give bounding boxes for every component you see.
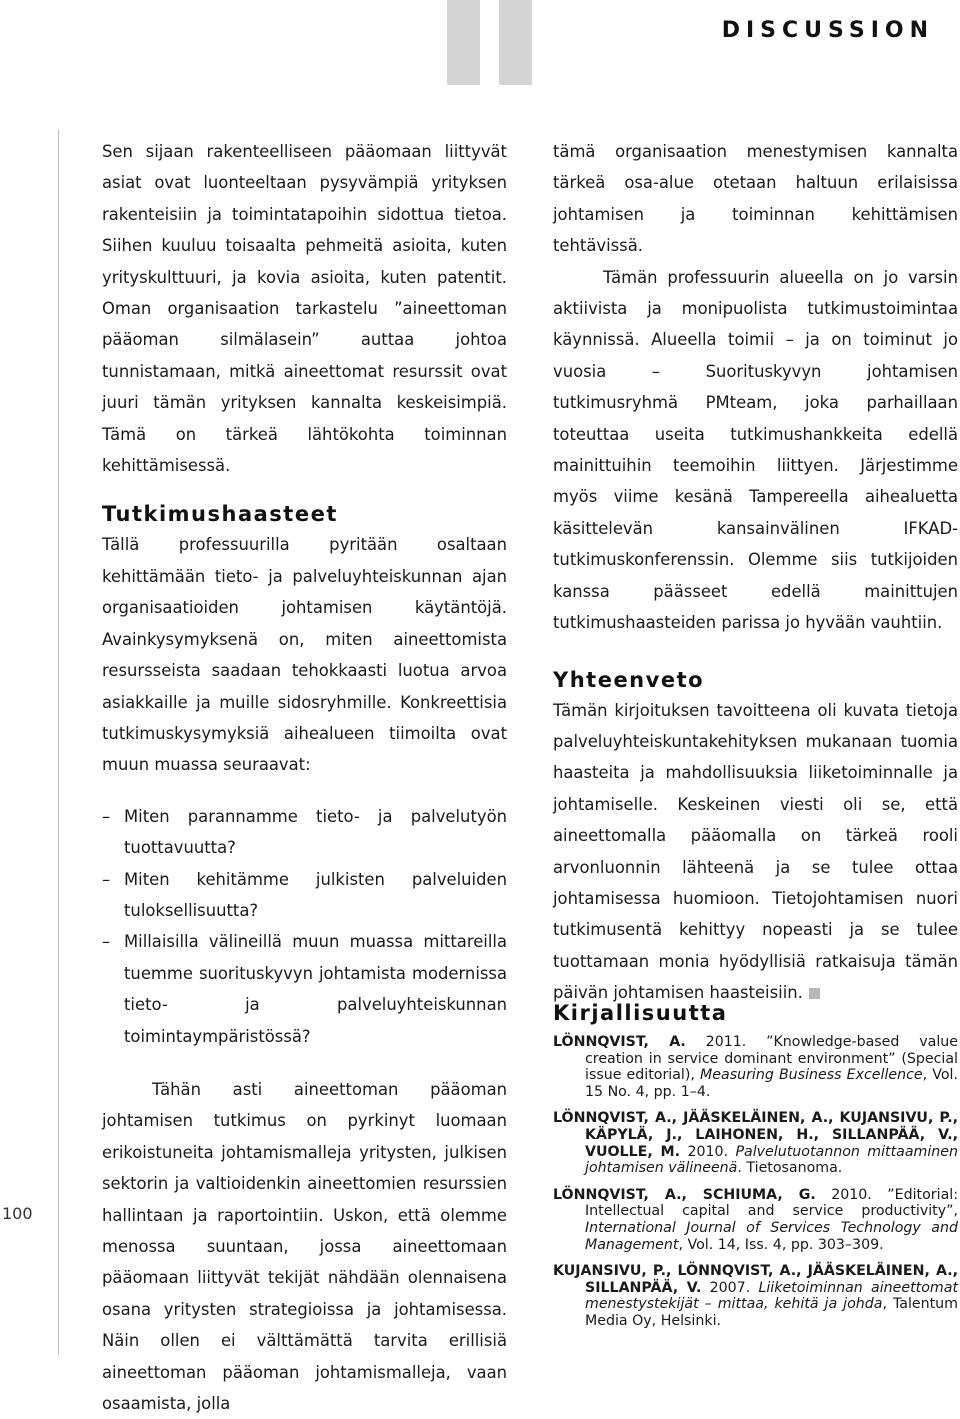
ref-authors: LÖNNQVIST, A. [553,1034,686,1050]
heading-tutkimushaasteet: Tutkimushaasteet [102,502,338,527]
ref-text: 2010. ”Editorial: Intellectual capital and service productivity”, [585,1186,958,1220]
paragraph: Sen sijaan rakenteelliseen pääomaan liittyvät asiat ovat luonteeltaan pysyvämpiä yrityksen rakenteisiin ja toimintatapoihin sidottua tietoa. Siihen kuuluu toisaalta pehmeitä asioita, kuten yrityskulttuuri, ja kovia asioita, kuten patentit. Oman organisaation tarkastelu ”aineettoman pääoman silmälasein” auttaa johtoa tunnistamaan, mitkä aineettomat resurssit ovat juuri tämän yrityksen kannalta keskeisimpiä. Tämä on tärkeä lähtökohta toiminnan kehittämisessä. [102,142,507,476]
ref-journal: International Journal of Services Technology and Management [585,1219,958,1253]
ref-journal: Measuring Business Excellence [700,1067,923,1084]
paragraph: Tällä professuurilla pyritään osaltaan kehittämään tieto- ja palveluyhteiskunnan ajan organisaatioiden johtamisen käytäntöjä. Avainkysymyksenä on, miten aineettomista resursseista saadaan tehokkaasti luotua arvoa asiakkaille ja muille sidosryhmille. Konkreettisia tutkimuskysymyksiä aihealueen tiimoilta ovat muun muassa seuraavat: [102,535,507,775]
ref-title: Palvelutuotannon mittaaminen johtamisen välineenä [585,1143,959,1177]
list-item: – Miten parannamme tieto- ja palvelutyön tuottavuutta? [102,801,507,864]
paragraph: Tähän asti aineettoman pääoman johtamisen tutkimus on pyrkinyt luomaan erikoistuneita johtamismalleja yritysten, julkisen sektorin ja valtioidenkin aineettomien resurssien hallintaan ja raportointiin. Uskon, että olemme menossa suuntaan, jossa aineettomaan pääomaan liittyvät tekijät nähdään olennaisena osana yritysten strategioissa ja johtamisessa. Näin ollen ei välttämättä tarvita erillisiä aineettoman pääoman johtamismalleja, vaan osaamista, jolla [102,1079,507,1414]
ref-authors: LÖNNQVIST, A., SCHIUMA, G. [553,1186,816,1203]
ref-text: 2007. [701,1279,759,1296]
right-column [553,136,958,1009]
section-title: DISCUSSION [721,18,934,43]
margin-rule [58,130,59,1355]
ref-text: 2011. ”Knowledge-based value creation in service dominant environment” (Special issue editorial), [585,1034,958,1084]
left-column [102,136,507,1419]
ref-text: , Vol. 15 No. 4, pp. 1–4. [585,1067,958,1100]
ref-text: , Talentum Media Oy, Helsinki. [585,1296,958,1329]
ref-text: 2010. [680,1143,736,1160]
reference-item [553,1263,958,1329]
question-list [102,801,507,1052]
reference-item [553,1110,958,1176]
ref-authors: LÖNNQVIST, A., JÄÄSKELÄINEN, A., KUJANSIVU, P., KÄPYLÄ, J., LAIHONEN, H., SILLANPÄÄ, V., VUOLLE, M. [553,1110,958,1160]
page-number: 100 [2,1204,33,1223]
reference-item [553,1034,958,1100]
reference-item [553,1187,958,1253]
heading-kirjallisuutta: Kirjallisuutta [553,1001,728,1025]
ref-authors: KUJANSIVU, P., LÖNNQVIST, A., JÄÄSKELÄINEN, A., SILLANPÄÄ, V. [553,1263,958,1296]
paragraph-text: Tämän kirjoituksen tavoitteena oli kuvata tietoja palveluyhteiskuntakehityksen mukanaan tuomia haasteita ja mahdollisuuksia liiketoiminnalle ja johtamiselle. Keskeinen viesti oli se, että aineettomalla pääomalla on tärkeä rooli arvonluonnin lähteenä ja se tulee ottaa johtamisessa huomioon. Tietojohtamisen nuori tutkimusentä kehittyy nopeasti ja se tulee tuottamaan monia hyödyllisiä ratkaisuja tämän päivän johtamisen haasteisiin. [553,700,958,1003]
paragraph: tämä organisaation menestymisen kannalta tärkeä osa-alue otetaan haltuun erilaisissa johtamisen ja toiminnan kehittämisen tehtävissä. [553,142,958,256]
ref-text: , Vol. 14, Iss. 4, pp. 303–309. [678,1236,884,1253]
references [553,998,958,1340]
paragraph: Tämän professuurin alueella on jo varsin aktiivista ja monipuolista tutkimustoimintaa käynnissä. Alueella toimii – ja on toiminut jo vuosia – Suorituskyvyn johtamisen tutkimusryhmä PMteam, joka parhaillaan toteuttaa useita tutkimushankkeita edellä mainittuihin teemoihin liittyen. Järjestimme myös viime kesänä Tampereella aihealuetta käsittelevän kansainvälinen IFKAD-tutkimuskonferenssin. Olemme siis tutkijoiden kanssa päässeet edellä mainittujen tutkimushaasteiden parissa jo hyvään vauhtiin. [553,267,958,633]
list-item: – Millaisilla välineillä muun muassa mittareilla tuemme suorituskyvyn johtamista modernissa tieto- ja palveluyhteiskunnan toimintaympäristössä? [102,926,507,1052]
decorative-bar [447,0,480,85]
heading-yhteenveto: Yhteenveto [553,667,705,692]
paragraph [553,695,958,1009]
list-item: – Miten kehitämme julkisten palveluiden tuloksellisuutta? [102,864,507,927]
decorative-bar [499,0,532,85]
ref-title: Liiketoiminnan aineettomat menestystekijät – mittaa, kehitä ja johda [585,1279,959,1313]
ref-text: . Tietosanoma. [737,1160,843,1177]
